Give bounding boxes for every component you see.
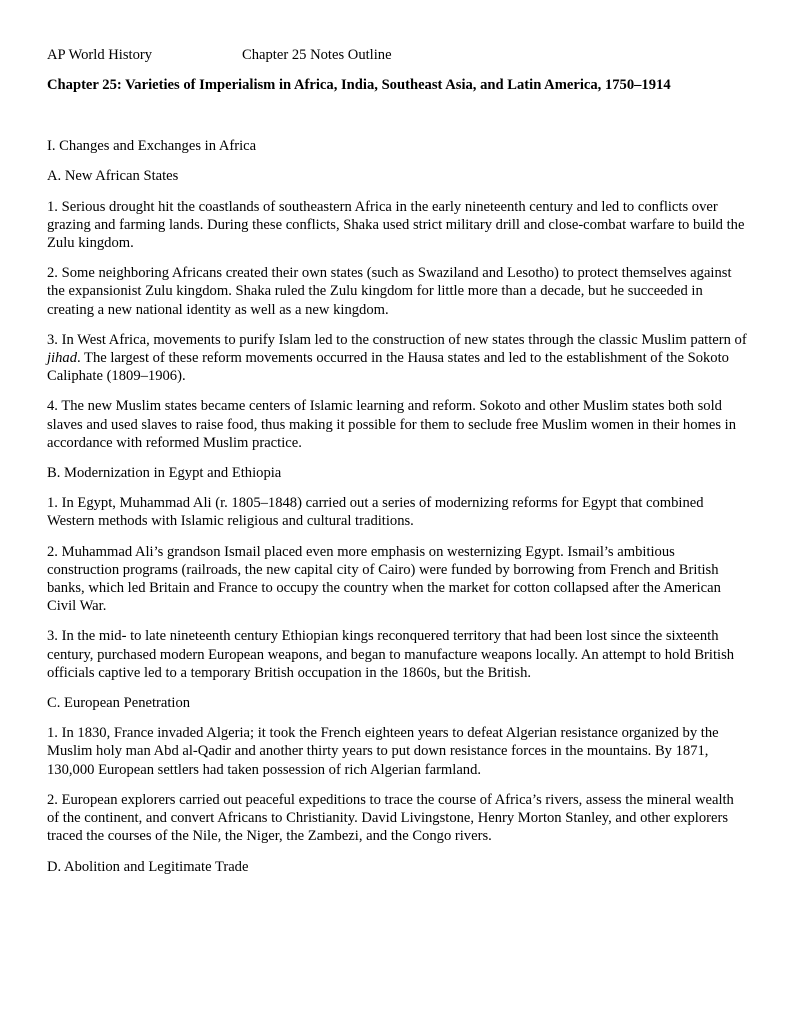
subsection-heading-b: B. Modernization in Egypt and Ethiopia <box>47 465 282 482</box>
paragraph-a3-end: . The largest of these reform movements occurred in the Hausa states and led to the establishment of the Sokoto Caliphate (1809–1906). <box>47 350 729 385</box>
paragraph-c1: 1. In 1830, France invaded Algeria; it took the French eighteen years to defeat Algerian resistance organized by the Muslim holy man Abd al-Qadir and another thirty years to put down resistance forces in the mountains. By 1871, 130,000 European settlers had taken possession of rich Algerian farmland. <box>47 725 719 778</box>
subsection-heading-a: A. New African States <box>47 168 179 185</box>
paragraph-c2: 2. European explorers carried out peaceful expeditions to trace the course of Africa’s rivers, assess the mineral wealth of the continent, and convert Africans to Christianity. David Livingstone, Henry Morton Stanley, and other explorers traced the courses of the Nile, the Niger, the Zambezi, and the Congo rivers. <box>47 791 734 845</box>
course-name: AP World History <box>47 47 153 63</box>
paragraph-b3: 3. In the mid- to late nineteenth century Ethiopian kings reconquered territory that had been lost since the sixteenth century, purchased modern European weapons, and began to manufacture weapons locally. An attempt to hold British officials captive led to a temporary British occupation in the 1860s, but the British. <box>47 628 735 681</box>
paragraph-a3-start: 3. In West Africa, movements to purify Islam led to the construction of new states through the classic Muslim pattern of <box>47 331 747 348</box>
chapter-title: Chapter 25: Varieties of Imperialism in Africa, India, Southeast Asia, and Latin America, 1750–1914 <box>47 77 671 93</box>
paragraph-a1: 1. Serious drought hit the coastlands of southeastern Africa in the early nineteenth century and led to conflicts over grazing and farming lands. During these conflicts, Shaka used strict military drill and close-combat warfare to build the Zulu kingdom. <box>47 198 745 252</box>
paragraph-a4: 4. The new Muslim states became centers of Islamic learning and reform. Sokoto and other Muslim states both sold slaves and used slaves to raise food, thus making it possible for them to seclude free Muslim women in their homes in accordance with reformed Muslim practice. <box>47 398 737 451</box>
subsection-heading-c: C. European Penetration <box>47 695 191 712</box>
section-heading: I. Changes and Exchanges in Africa <box>47 138 257 155</box>
document-page <box>47 46 747 876</box>
page-header <box>47 46 747 64</box>
paragraph-a2: 2. Some neighboring Africans created their own states (such as Swaziland and Lesotho) to protect themselves against the expansionist Zulu kingdom. Shaka ruled the Zulu kingdom for little more than a decade, but he succeeded in creating a new national identity as well as a new kingdom. <box>47 265 732 318</box>
paragraph-a3 <box>47 331 747 386</box>
paragraph-b2: 2. Muhammad Ali’s grandson Ismail placed even more emphasis on westernizing Egypt. Ismail’s ambitious construction programs (railroads, the new capital city of Cairo) were funded by borrowing from French and British banks, which led Britain and France to occupy the country when the market for cotton collapsed after the American Civil War. <box>47 543 721 615</box>
jihad-term: jihad <box>47 350 77 367</box>
paragraph-b1: 1. In Egypt, Muhammad Ali (r. 1805–1848) carried out a series of modernizing reforms for Egypt that combined Western methods with Islamic religious and cultural traditions. <box>47 495 704 530</box>
document-title: Chapter 25 Notes Outline <box>242 47 392 63</box>
subsection-heading-d: D. Abolition and Legitimate Trade <box>47 858 249 875</box>
